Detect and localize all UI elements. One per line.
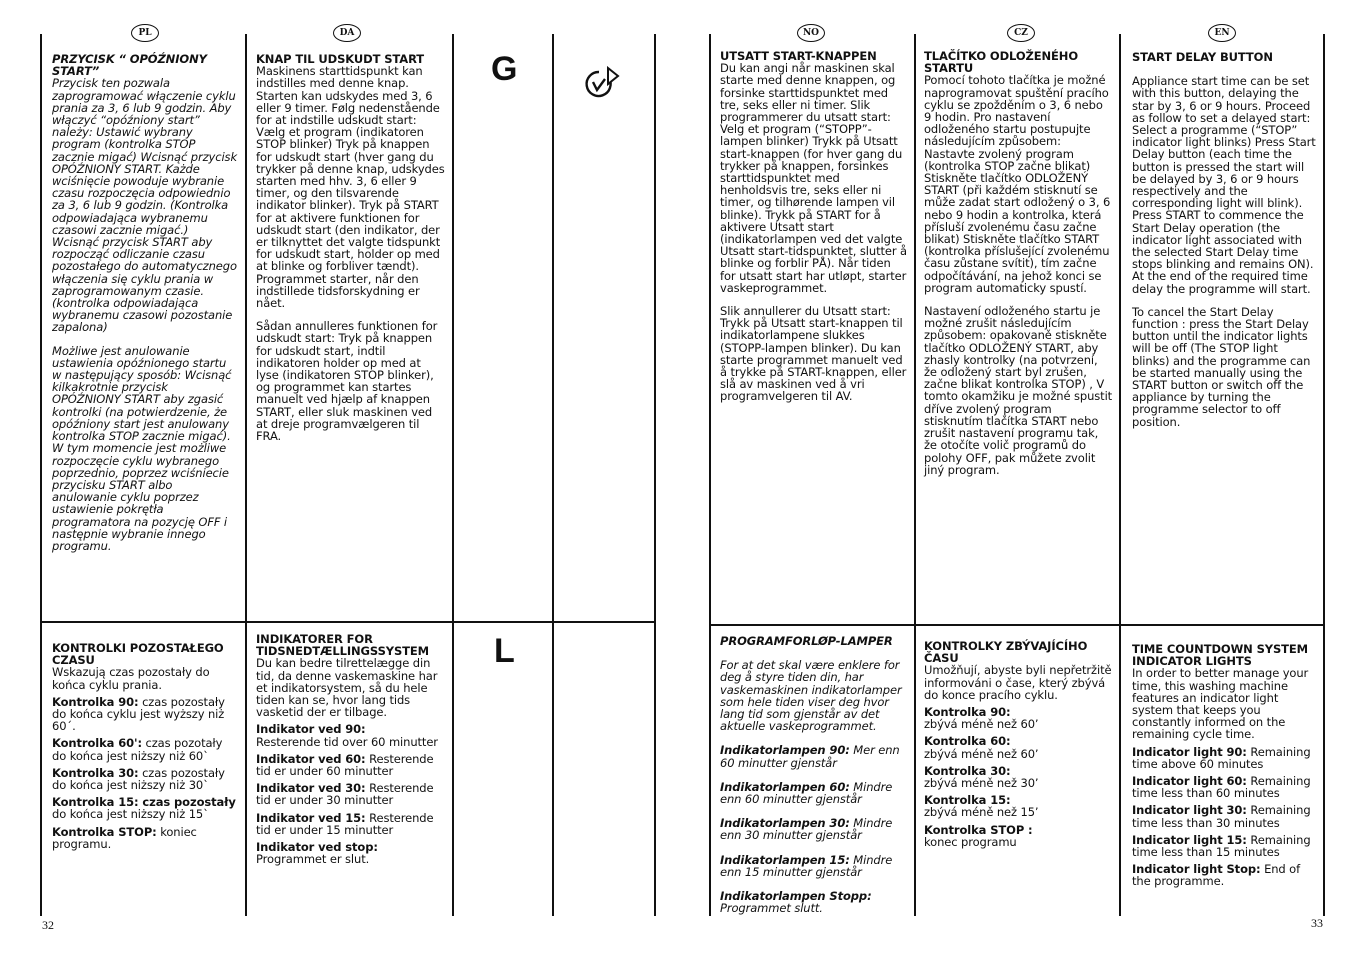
cz-indicator-item: Kontrolka 15: zbývá méně než 15’ <box>924 793 1039 820</box>
no-indicator-item: Indikatorlampen 90: Mer enn 60 minutter gjenstår <box>720 743 900 770</box>
da-delay-paragraph-2: Sådan annulleres funktionen for udskudt start: Tryk på knappen for udskudt start, indtil indikatoren holder op med at lyse (indikatoren STOP blinker), og programmet kan startes manuelt ved hjælp af knappen START, eller sluk maskinen ved at dreje programvælgeren til FRA. <box>256 319 438 444</box>
da-indicator-item: Indikator ved 60: Resterende tid er under 60 minutter <box>256 751 434 779</box>
en-delay-title: START DELAY BUTTON <box>1132 50 1273 64</box>
column-divider <box>1323 34 1325 916</box>
da-delay-section <box>256 53 446 442</box>
cz-indicator-item: Kontrolka STOP : konec programu <box>924 822 1033 849</box>
cz-indicator-item: Kontrolka 60: zbývá méně než 60’ <box>924 734 1039 761</box>
no-indicator-item: Indikatorlampen Stopp: Programmet slutt. <box>720 889 872 916</box>
pl-delay-title: PRZYCISK “ OPÓŹNIONY START” <box>52 52 207 79</box>
en-indicator-item: Indicator light Stop: End of the programme. <box>1132 862 1301 889</box>
row-divider-left <box>40 621 656 623</box>
pl-indicator-item: Kontrolka STOP: koniec programu. <box>52 824 197 851</box>
section-letter-g: G <box>491 50 518 88</box>
language-badge-en: EN <box>1208 24 1236 42</box>
pl-indicator-title: KONTROLKI POZOSTAŁEGO CZASU <box>52 641 224 668</box>
cz-delay-paragraph-2: Nastavení odloženého startu je možné zrušit následujícím způsobem: opakovaně stiskněte tlačítko ODLOŽENÝ START, aby zhasly kontrolky (na potvrzení, že odložený start byl zrušen, začne blikat kontrolka STOP) , V tomto okamžiku je možné spustit dříve zvolený program stisknutím tlačítka START nebo zrušit nastavení programu tak, že otočíte volič programů do polohy OFF, pak můžete zvolit jiný program. <box>924 304 1113 477</box>
pl-indicator-item: Kontrolka 60': czas pozotały do końca jest niższy niż 60` <box>52 736 223 763</box>
en-indicator-section <box>1132 643 1316 888</box>
no-indicator-item: Indikatorlampen 30: Mindre enn 30 minutter gjenstår <box>720 816 893 843</box>
column-divider <box>245 34 247 916</box>
cz-delay-title: TLAČÍTKO ODLOŽENÉHO STARTU <box>924 49 1079 76</box>
language-badge-no: NO <box>797 24 825 42</box>
pl-indicator-section <box>52 642 238 850</box>
section-letter-l: L <box>494 632 515 670</box>
column-divider <box>654 34 656 916</box>
no-delay-paragraph-2: Slik annullerer du Utsatt start: Trykk på Utsatt start-knappen til indikatorlampene slukkes (STOPP-lampen blinker). Du kan starte programmet manuelt ved å trykke på START-knappen, eller slå av maskinen ved å vri programvelgeren til AV. <box>720 304 907 404</box>
no-delay-section <box>720 50 908 403</box>
cz-delay-paragraph-1: Pomocí tohoto tlačítka je možné naprogramovat spuštění pracího cyklu se zpožděním o 3, 6 nebo 9 hodin. Pro nastavení odloženého startu postupujte následujícím způsobem: Nastavte zvolený program (kontrolka STOP začne blikat) Stiskněte tlačítko ODLOŽENÝ START (při každém stisknutí se může zadat start odložený o 3, 6 nebo 9 hodin a kontrolka, která přísluší zvolenému času začne blikat) Stiskněte tlačítko START (kontrolka příslušející zvolenému času zůstane svítit), tím začne odpočítávání, na jehož konci se program automaticky spustí. <box>924 73 1111 295</box>
cz-indicator-title: KONTROLKY ZBÝVAJÍCÍHO ČASU <box>924 639 1088 666</box>
en-indicator-item: Indicator light 30: Remaining time less than 30 minutes <box>1132 803 1311 830</box>
page-number-right: 33 <box>1311 916 1323 930</box>
en-indicator-item: Indicator light 90: Remaining time above 60 minutes <box>1132 744 1311 771</box>
cz-indicator-section <box>924 640 1113 848</box>
delay-start-clock-play-icon <box>579 66 623 102</box>
en-indicator-intro: In order to better manage your time, this washing machine features an indicator light system that keeps you constantly informed on the remaining cycle time. <box>1132 666 1309 742</box>
no-delay-paragraph-1: Du kan angi når maskinen skal starte med denne knappen, og forsinke starttidspunktet med tre, seks eller ni timer. Slik programmerer du utsatt start: Velg et program (“STOPP”-lampen blinker) Trykk på Utsatt start-knappen (for hver gang du trykker på knappen, forsinkes starttidspunktet med henholdsvis tre, seks eller ni timer, og tilhørende lampen vil blinke). Trykk på START for å aktivere Utsatt start (indikatorlampen ved det valgte Utsatt start-tidspunktet, slutter å blinke og forblir PÅ). Når tiden for utsatt start har utløpt, starter vaskeprogrammet. <box>720 61 908 295</box>
no-indicator-item: Indikatorlampen 15: Mindre enn 15 minutter gjenstår <box>720 852 893 879</box>
en-indicator-title: TIME COUNTDOWN SYSTEM INDICATOR LIGHTS <box>1132 642 1309 669</box>
no-indicator-item: Indikatorlampen 60: Mindre enn 60 minutter gjenstår <box>720 779 893 807</box>
pl-delay-paragraph-1: Przycisk ten pozwala zaprogramować włączenie cyklu prania za 3, 6 lub 9 godzin. Aby włączyć “opóźniony start” należy: Ustawić wybrany program (kontrolka STOP zacznie migać) Wcisnąć przycisk OPÓŹNIONY START. Każde wciśnięcie powoduje wybranie czasu rozpoczęcia odpowiednio za 3, 6 lub 9 godzin. (Kontrolka odpowiadająca wybranemu czasowi zacznie migać.) Wcisnąć przycisk START aby rozpocząć odliczanie czasu pozostałego do automatycznego włączenia się cyklu prania w zaprogramowanym czasie. (kontrolka odpowiadająca wybranemu czasowi pozostanie zapalona) <box>52 76 237 335</box>
da-indicator-item: Indikator ved stop: Programmet er slut. <box>256 840 378 867</box>
pl-indicator-intro: Wskazują czas pozostały do końca cyklu prania. <box>52 665 210 692</box>
language-badge-da: DA <box>333 24 361 42</box>
da-indicator-item: Indikator ved 90: Resterende tid over 60 minutter <box>256 722 438 749</box>
en-delay-paragraph-2: To cancel the Start Delay function : press the Start Delay button until the indicator lights will be off (The STOP light blinks) and the programme can be started manually using the START button or switch off the appliance by turning the programme selector to off position. <box>1132 304 1311 429</box>
cz-delay-section <box>924 50 1113 476</box>
en-delay-section <box>1132 51 1316 428</box>
da-delay-paragraph-1: Maskinens starttidspunkt kan indstilles med denne knap. Starten kan udskydes med 3, 6 eller 9 timer. Følg nedenstående for at indstille udskudt start: Vælg et program (indikatoren STOP blinker) Tryk på knappen for udskudt start (hver gang du trykker på denne knap, udskydes starten med hhv. 3, 6 eller 9 timer, og den tilsvarende indikator blinker). Tryk på START for at aktivere funktionen for udskudt start (den indikator, der er tilknyttet det valgte tidspunkt for udskudt start, holder op med at blinke og forbliver tændt). Programmet starter, når den indstillede tidsforskydning er nået. <box>256 64 445 311</box>
pl-indicator-item: Kontrolka 90: czas pozostały do końca cyklu jest wyższy niż 60´. <box>52 694 225 734</box>
column-divider <box>452 34 454 916</box>
pl-indicator-item: Kontrolka 30: czas pozostały do końca jest niższy niż 30` <box>52 765 225 793</box>
da-indicator-intro: Du kan bedre tilrettelægge din tid, da denne vaskemaskine har et indikatorsystem, så du hele tiden kan se, hvor lang tids vasketid der er tilbage. <box>256 656 438 720</box>
row-divider-right <box>709 624 1325 626</box>
da-indicator-title: INDIKATORER FOR TIDSNEDTÆLLINGSSYSTEM <box>256 632 430 659</box>
da-indicator-item: Indikator ved 15: Resterende tid er under 15 minutter <box>256 810 434 837</box>
page-number-left: 32 <box>42 918 54 932</box>
pl-indicator-item: Kontrolka 15: czas pozostały do końca jest niższy niż 15` <box>52 795 236 822</box>
language-badge-pl: PL <box>131 24 159 42</box>
en-delay-paragraph-1: Appliance start time can be set with this button, delaying the star by 3, 6 or 9 hours. Proceed as follow to set a delayed start: Select a programme (“STOP” indicator light blinks) Press Start Delay button (each time the button is pressed the start will be delayed by 3, 6 or 9 hours respectively and the corresponding light will blink). Press START to commence the Start Delay operation (the indicator light associated with the selected Start Delay time stops blinking and remains ON). At the end of the required time delay the programme will start. <box>1132 74 1316 296</box>
da-delay-title: KNAP TIL UDSKUDT START <box>256 52 425 66</box>
no-indicator-section <box>720 635 908 914</box>
da-indicator-item: Indikator ved 30: Resterende tid er under 30 minutter <box>256 781 434 808</box>
cz-indicator-intro: Umožňují, abyste byli nepřetržitě informováni o čase, který zbývá do konce pracího cyklu. <box>924 663 1112 702</box>
no-indicator-title: PROGRAMFORLØP-LAMPER <box>720 634 893 648</box>
column-divider <box>1119 34 1121 916</box>
column-divider <box>40 34 42 916</box>
da-indicator-section <box>256 633 446 865</box>
cz-indicator-item: Kontrolka 30: zbývá méně než 30’ <box>924 763 1039 791</box>
no-delay-title: UTSATT START-KNAPPEN <box>720 49 877 63</box>
column-divider <box>709 34 711 916</box>
column-divider <box>914 34 916 916</box>
cz-indicator-item: Kontrolka 90: zbývá méně než 60’ <box>924 705 1039 732</box>
pl-delay-paragraph-2: Możliwe jest anulowanie ustawienia opóźnionego startu w następujący sposób: Wcisnąć kilkakrotnie przycisk OPÓŹNIONY START aby zgasić kontrolki (na potwierdzenie, że opóźniony start jest anulowany kontrolka STOP zacznie migać). W tym momencie jest możliwe rozpoczęcie cyklu wybranego poprzednio, poprzez wciśniecie przycisku START albo anulowanie cyklu poprzez ustawienie pokrętła programatora na pozycję OFF i następnie wybranie innego programu. <box>52 343 232 553</box>
language-badge-cz: CZ <box>1007 24 1035 42</box>
no-indicator-intro: For at det skal være enklere for deg å styre tiden din, har vaskemaskinen indikatorlamper som hele tiden viser deg hvor lang tid som gjenstår av det aktuelle vaskeprogrammet. <box>720 658 902 734</box>
en-indicator-item: Indicator light 60: Remaining time less than 60 minutes <box>1132 774 1311 801</box>
en-indicator-item: Indicator light 15: Remaining time less than 15 minutes <box>1132 832 1311 860</box>
column-divider <box>552 34 554 916</box>
pl-delay-section <box>52 53 238 552</box>
